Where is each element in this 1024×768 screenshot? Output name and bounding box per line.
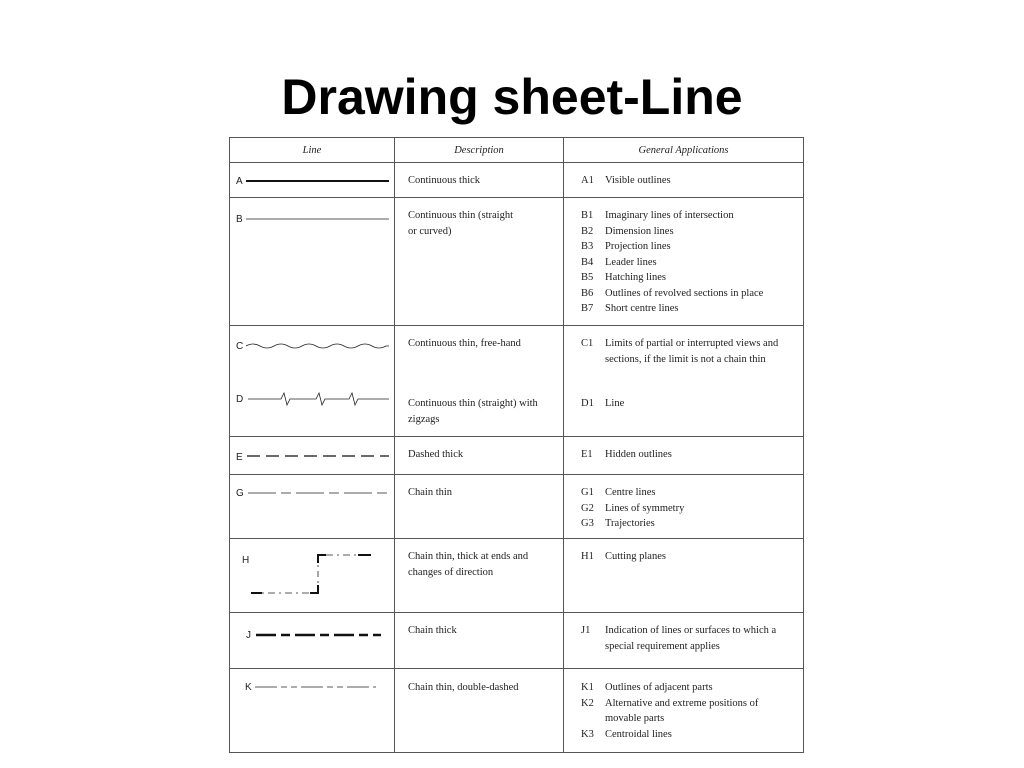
line-sample-dashed-thick: [236, 446, 391, 466]
application-item: G3 Trajectories: [581, 518, 655, 529]
line-sample-chain-thick: [236, 625, 391, 645]
page-title: Drawing sheet-Line: [281, 69, 743, 125]
table-row: [230, 539, 804, 613]
table-row: [230, 669, 804, 753]
line-sample-continuous-thick: [236, 171, 391, 191]
table-row: [230, 198, 804, 326]
table-row: [230, 326, 804, 437]
application-item: H1 Cutting planes: [581, 551, 666, 562]
description-text: Chain thin: [408, 487, 453, 498]
application-item: B2 Dimension lines: [581, 225, 674, 237]
application-item: B3 Projection lines: [581, 241, 671, 252]
line-sample-chain-thin: [236, 483, 391, 503]
line-sample-freehand: [236, 336, 391, 356]
description-text: Continuous thick: [408, 175, 481, 186]
line-letter: E: [236, 452, 243, 463]
line-types-table: [229, 137, 803, 751]
application-item: B5 Hatching lines: [581, 272, 666, 283]
application-item: G2 Lines of symmetry: [581, 502, 685, 514]
line-sample-continuous-thin: [236, 209, 391, 229]
line-letter: J: [246, 630, 251, 641]
line-letter: K: [245, 682, 252, 693]
application-item: B1 Imaginary lines of intersection: [581, 210, 734, 221]
table-row: [230, 475, 804, 539]
line-letter: A: [236, 176, 243, 187]
application-item: E1 Hidden outlines: [581, 449, 672, 460]
line-letter: B: [236, 214, 243, 225]
description-text: Dashed thick: [408, 449, 464, 460]
application-item: B6 Outlines of revolved sections in place: [581, 287, 764, 299]
line-letter: D: [236, 394, 244, 405]
application-item: J1 Indication of lines or surfaces to which a special requirement applies: [581, 625, 777, 652]
line-sample-chain-double-dashed: [236, 677, 391, 697]
line-letter: G: [236, 488, 244, 499]
application-item: G1 Centre lines: [581, 487, 656, 498]
header-applications: General Applications: [564, 138, 804, 163]
application-item: B4 Leader lines: [581, 256, 657, 268]
header-description: Description: [395, 138, 564, 163]
description-text: Continuous thin, free-hand: [408, 338, 521, 349]
application-item: D1 Line: [581, 398, 625, 409]
description-text: Continuous thin (straight) with zigzags: [408, 398, 538, 425]
line-sample-cutting-plane: [230, 539, 394, 612]
application-item: K3 Centroidal lines: [581, 728, 672, 740]
description-text: Chain thin, thick at ends and changes of direction: [408, 551, 529, 578]
application-item: A1 Visible outlines: [581, 175, 671, 186]
line-letter: C: [236, 341, 244, 352]
line-letter: H: [242, 555, 250, 566]
description-text: Chain thick: [408, 625, 457, 636]
description-text: Continuous thin (straight or curved): [408, 210, 513, 237]
application-item: C1 Limits of partial or interrupted views and sections, if the limit is not a chain thin: [581, 338, 779, 365]
application-item: B7 Short centre lines: [581, 303, 679, 314]
table-row: [230, 163, 804, 198]
table-row: [230, 437, 804, 475]
description-text: Chain thin, double-dashed: [408, 682, 519, 693]
header-line: Line: [230, 138, 395, 163]
application-item: K1 Outlines of adjacent parts: [581, 682, 713, 693]
table-row: [230, 613, 804, 669]
application-item: K2 Alternative and extreme positions of movable parts: [581, 697, 759, 724]
line-sample-zigzag: [236, 389, 391, 409]
